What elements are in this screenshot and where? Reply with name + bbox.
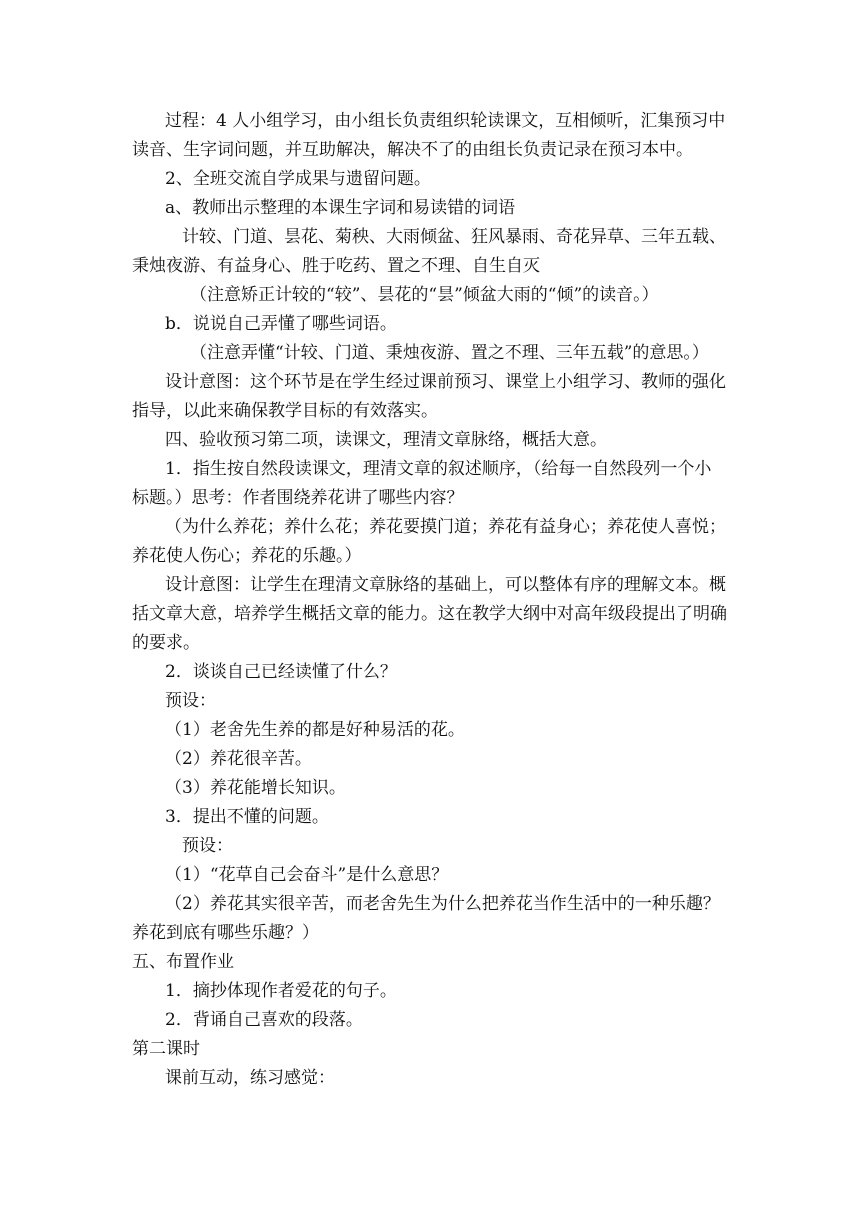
section-heading: 五、布置作业 xyxy=(132,952,234,972)
text-line: （注意矫正计较的“较”、昙花的“昙”倾盆大雨的“倾”的读音。） xyxy=(190,285,659,305)
text-line: 3．提出不懂的问题。 xyxy=(165,807,329,827)
text-line: 预设： xyxy=(182,836,233,856)
text-line: 预设： xyxy=(165,691,216,711)
text-line: b．说说自己弄懂了哪些词语。 xyxy=(165,314,397,334)
text-line: 过程：4 人小组学习，由小组长负责组织轮读课文，互相倾听，汇集预习中 xyxy=(165,111,726,131)
text-line: （为什么养花；养什么花；养花要摸门道；养花有益身心；养花使人喜悦； xyxy=(165,517,726,537)
text-line: （2）养花很辛苦。 xyxy=(165,749,312,769)
text-line: 课前互动，练习感觉： xyxy=(165,1068,335,1088)
text-line: （注意弄懂“计较、门道、秉烛夜游、置之不理、三年五载”的意思。） xyxy=(190,343,709,363)
section-heading: 第二课时 xyxy=(132,1039,200,1059)
text-line: 养花使人伤心；养花的乐趣。） xyxy=(132,546,362,566)
text-line: 的要求。 xyxy=(132,633,200,653)
text-line: （1）“花草自己会奋斗”是什么意思？ xyxy=(165,865,449,885)
text-line: 2．谈谈自己已经读懂了什么？ xyxy=(165,662,397,682)
text-line: 设计意图：这个环节是在学生经过课前预习、课堂上小组学习、教师的强化 xyxy=(165,372,726,392)
text-line: 秉烛夜游、有益身心、胜于吃药、置之不理、自生自灭 xyxy=(132,256,540,276)
text-line: 1．指生按自然段读课文，理清文章的叙述顺序，（给每一自然段列一个小 xyxy=(165,459,712,479)
text-line: a、教师出示整理的本课生字词和易读错的词语 xyxy=(165,198,516,218)
text-line: （2）养花其实很辛苦，而老舍先生为什么把养花当作生活中的一种乐趣？ xyxy=(165,894,720,914)
text-line: 计较、门道、昙花、菊秧、大雨倾盆、狂风暴雨、奇花异草、三年五载、 xyxy=(182,227,726,247)
text-line: 2．背诵自己喜欢的段落。 xyxy=(165,1010,363,1030)
text-line: 指导，以此来确保教学目标的有效落实。 xyxy=(132,401,438,421)
text-line: 标题。）思考：作者围绕养花讲了哪些内容？ xyxy=(132,488,464,508)
text-line: （1）老舍先生养的都是好种易活的花。 xyxy=(165,720,465,740)
text-line: 读音、生字词问题，并互助解决，解决不了的由组长负责记录在预习本中。 xyxy=(132,140,693,160)
text-line: 养花到底有哪些乐趣？） xyxy=(132,923,319,943)
text-line: 设计意图：让学生在理清文章脉络的基础上，可以整体有序的理解文本。概 xyxy=(165,575,726,595)
text-line: 1．摘抄体现作者爱花的句子。 xyxy=(165,981,397,1001)
text-line: （3）养花能增长知识。 xyxy=(165,778,346,798)
text-line: 括文章大意，培养学生概括文章的能力。这在教学大纲中对高年级段提出了明确 xyxy=(132,604,727,624)
text-line: 四、验收预习第二项，读课文，理清文章脉络，概括大意。 xyxy=(165,430,607,450)
text-line: 2、全班交流自学成果与遗留问题。 xyxy=(165,169,431,189)
